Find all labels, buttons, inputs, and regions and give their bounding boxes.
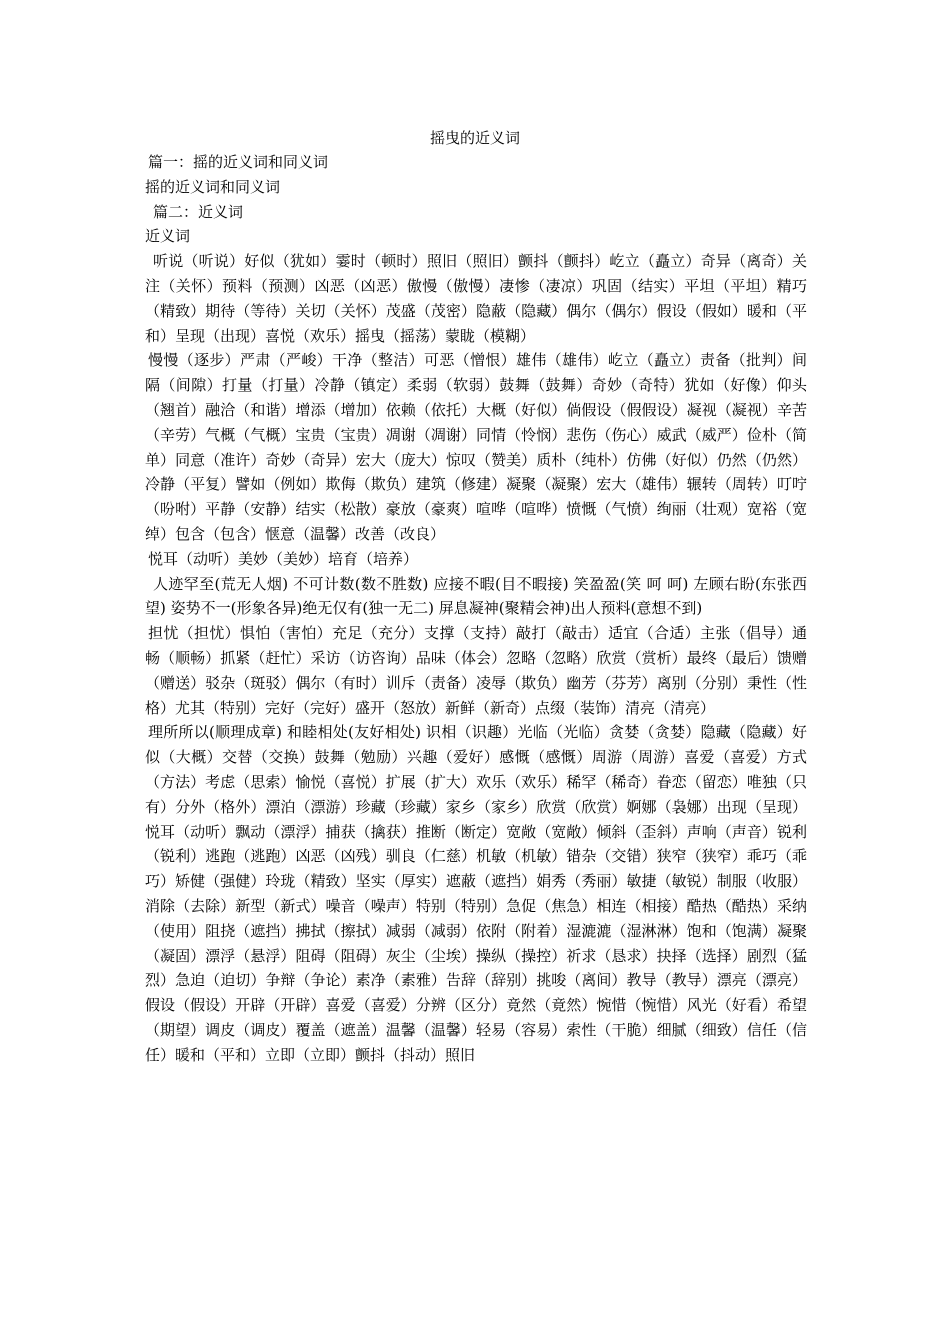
- subheading-1: 摇的近义词和同义词: [145, 177, 281, 196]
- document-body: [145, 150, 807, 1067]
- synonym-paragraph-1: 听说（听说）好似（犹如）霎时（顿时）照旧（照旧）颤抖（颤抖）屹立（矗立）奇异（离奇）关注（关怀）预料（预测）凶恶（凶恶）傲慢（傲慢）凄惨（凄凉）巩固（结实）平坦（平坦）精巧（精致）期待（等待）关切（关怀）茂盛（茂密）隐蔽（隐藏）偶尔（偶尔）假设（假如）暖和（平和）呈现（出现）喜悦（欢乐）摇曳（摇荡）蒙眬（模糊）: [145, 252, 807, 345]
- idiom-paragraph: 人迹罕至(荒无人烟) 不可计数(数不胜数) 应接不暇(目不暇接) 笑盈盈(笑 呵 呵) 左顾右盼(东张西望) 姿势不一(形象各异)绝无仅有(独一无二) 屏息凝神(聚精会神)出人预料(意想不到): [145, 574, 807, 618]
- synonym-paragraph-4: 担忧（担忧）惧怕（害怕）充足（充分）支撑（支持）敲打（敲击）适宜（合适）主张（倡导）通畅（顺畅）抓紧（赶忙）采访（访咨询）品味（体会）忽略（忽略）欣赏（赏析）最终（最后）馈赠（赠送）驳杂（斑驳）偶尔（有时）训斥（责备）凌辱（欺负）幽芳（芬芳）离别（分别）秉性（性格）尤其（特别）完好（完好）盛开（怒放）新鲜（新奇）点缀（装饰）清亮（清亮）: [145, 624, 807, 717]
- synonym-paragraph-3: 悦耳（动听）美妙（美妙）培育（培养）: [148, 549, 419, 568]
- subheading-2: 近义词: [145, 227, 191, 246]
- synonym-paragraph-5: 理所所以(顺理成章) 和睦相处(友好相处) 识相（识趣）光临（光临）贪婪（贪婪）隐藏（隐藏）好似（大概）交替（交换）鼓舞（勉励）兴趣（爱好）感慨（感慨）周游（周游）喜爱（喜爱）方式（方法）考虑（思索）愉悦（喜悦）扩展（扩大）欢乐（欢乐）稀罕（稀奇）眷恋（留恋）唯独（只有）分外（格外）漂泊（漂游）珍藏（珍藏）家乡（家乡）欣赏（欣赏）婀娜（袅娜）出现（呈现）悦耳（动听）飘动（漂浮）捕获（擒获）推断（断定）宽敞（宽敞）倾斜（歪斜）声响（声音）锐利（锐利）逃跑（逃跑）凶恶（凶残）驯良（仁慈）机敏（机敏）错杂（交错）狭窄（狭窄）乖巧（乖巧）矫健（强健）玲珑（精致）坚实（厚实）遮蔽（遮挡）娟秀（秀丽）敏捷（敏锐）制服（收服）消除（去除）新型（新式）噪音（噪声）特别（特别）急促（焦急）相连（相接）酷热（酷热）采纳（使用）阻挠（遮挡）拂拭（擦拭）减弱（减弱）依附（附着）湿漉漉（湿淋淋）饱和（饱满）凝聚（凝固）漂浮（悬浮）阻碍（阻碍）灰尘（尘埃）操纵（操控）祈求（恳求）抉择（选择）剧烈（猛烈）急迫（迫切）争辩（争论）素净（素雅）告辞（辞别）挑唆（离间）教导（教导）漂亮（漂亮）假设（假设）开辟（开辟）喜爱（喜爱）分辨（区分）竟然（竟然）惋惜（惋惜）风光（好看）希望（期望）调皮（调皮）覆盖（遮盖）温馨（温馨）轻易（容易）索性（干脆）细腻（细致）信任（信任）暖和（平和）立即（立即）颤抖（抖动）照旧: [145, 723, 807, 1064]
- section-heading-1: 篇一：摇的近义词和同义词: [148, 153, 329, 171]
- document-title: 摇曳的近义词: [429, 129, 520, 147]
- section-heading-2: 篇二：近义词: [153, 202, 244, 221]
- synonym-paragraph-2: 慢慢（逐步）严肃（严峻）干净（整洁）可恶（憎恨）雄伟（雄伟）屹立（矗立）责备（批判）间隔（间隙）打量（打量）冷静（镇定）柔弱（软弱）鼓舞（鼓舞）奇妙（奇特）犹如（好像）仰头（翘首）融洽（和谐）增添（增加）依赖（依托）大概（好似）倘假设（假假设）凝视（凝视）辛苦（辛劳）气概（气概）宝贵（宝贵）凋谢（凋谢）同情（怜悯）悲伤（伤心）威武（威严）俭朴（简单）同意（准许）奇妙（奇异）宏大（庞大）惊叹（赞美）质朴（纯朴）仿佛（好似）仍然（仍然）冷静（平复）譬如（例如）欺侮（欺负）建筑（修建）凝聚（凝聚）宏大（雄伟）辗转（周转）叮咛（吩咐）平静（安静）结实（松散）豪放（豪爽）喧哗（喧哗）愤慨（气愤）绚丽（壮观）宽裕（宽绰）包含（包含）惬意（温馨）改善（改良）: [145, 351, 807, 543]
